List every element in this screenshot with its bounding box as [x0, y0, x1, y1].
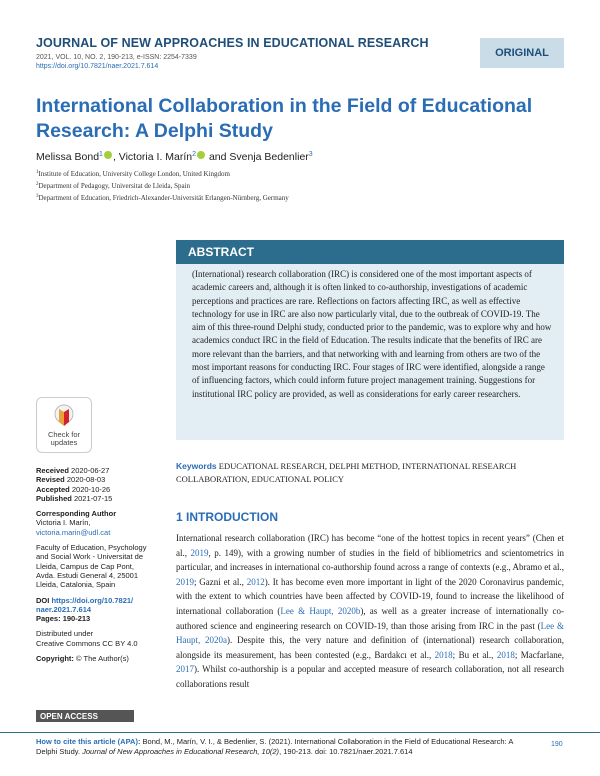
affiliation-2: $^2$Department of Pedagogy, Universitat de Lleida, Spain: [36, 182, 191, 190]
corresponding-author-name: Victoria I. Marín,: [36, 518, 91, 528]
introduction-heading: 1 INTRODUCTION: [176, 510, 278, 524]
affiliation-3: $^3$Department of Education, Friedrich-Alexander-Universität Erlangen-Nürnberg, Germany: [36, 194, 289, 202]
how-to-cite-label: How to cite this article (APA):: [36, 737, 141, 746]
orcid-icon[interactable]: [104, 151, 112, 159]
article-title: International Collaboration in the Field of Educational Research: A Delphi Study: [36, 95, 533, 142]
author-2: Victoria I. Marín: [118, 151, 193, 163]
keywords: [176, 460, 564, 486]
license-line-1: Distributed under: [36, 629, 94, 639]
corresponding-address: Faculty of Education, Psychology and Social Work - Universitat de Lleida, Campus de Cap Pont, Avda. Estudi General 4, 25001 Lleida, Catalonia, Spain: [36, 543, 147, 590]
corresponding-author-email[interactable]: victoria.marin@udl.cat: [36, 527, 111, 537]
keywords-list: EDUCATIONAL RESEARCH, DELPHI METHOD, INTERNATIONAL RESEARCH COLLABORATION, EDUCATIONAL POLICY: [176, 461, 517, 484]
footer-divider: [0, 732, 600, 733]
accepted-date: Accepted 2020-10-26: [36, 484, 111, 494]
affiliation-1: $^1$Institute of Education, University College London, United Kingdom: [36, 170, 230, 178]
sidebar-pages: Pages: 190-213: [36, 614, 91, 624]
article-sidebar: [36, 466, 154, 663]
citation-link[interactable]: 2018: [434, 649, 453, 660]
citation-link[interactable]: 2019: [176, 576, 194, 587]
author-separator: ,: [112, 151, 119, 163]
citation-link[interactable]: 2018: [496, 649, 515, 660]
author-2-affiliation: 2: [192, 151, 197, 158]
author-list: [36, 151, 313, 163]
abstract-heading: ABSTRACT: [176, 240, 564, 264]
page-number: 190: [551, 741, 563, 748]
corresponding-author-label: Corresponding Author: [36, 509, 117, 519]
check-for-updates-button[interactable]: [36, 397, 92, 453]
check-for-updates-line1: Check for: [47, 429, 81, 439]
citation-link[interactable]: Lee & Haupt, 2020b: [280, 605, 361, 616]
journal-meta: 2021, VOL. 10, NO. 2, 190-213, e-ISSN: 2254-7339: [36, 54, 197, 61]
revised-date: Revised 2020-08-03: [36, 475, 106, 485]
introduction-text: International research collaboration (IRC) has become “one of the hottest topics in recent years” (Chen et al., 2019, p. 149), with a growing number of studies in the field of bibliometrics and scientometrics in particular, and increases in international co-authorship found across a range of contexts (e.g., Abramo et al., 2019; Gazni et al., 2012). It has become even more important in light of the 2020 Coronavirus pandemic, with the extent to which countries have been affected by COVID-19, found to increase the likelihood of international collaboration (Lee & Haupt, 2020b), as well as a greater increase of internationally co-authored science and engineering research on COVID-19, than those arising from IRC in the past (Lee & Haupt, 2020a). Despite this, the very nature and definition of (international) research collaboration, alongside its measurement, has been contested (e.g., Bardakcı et al., 2018; Bu et al., 2018; Macfarlane, 2017). Whilst co-authorship is a popular and accepted measure of research collaboration, not all research collaborations result: [176, 533, 564, 689]
orcid-icon[interactable]: [197, 151, 205, 159]
article-type-badge: ORIGINAL: [480, 38, 564, 68]
how-to-cite: How to cite this article (APA): Bond, M., Marín, V. I., & Bedenlier, S. (2021). International Collaboration in the Field of Educational Research: A Delphi Study. Journal of New Approaches in Educational Research, 10(2), 190-213. doi: 10.7821/naer.2021.7.614: [36, 737, 513, 756]
sidebar-doi-link[interactable]: https://doi.org/10.7821/ naer.2021.7.614: [36, 595, 134, 614]
abstract-text: (International) research collaboration (IRC) is considered one of the most important aspects of academic careers and, although it is often linked to co-authorship, investigations of academic perceptions and practices are rare. Reflections on factors affecting IRC, as well as effective technology for use in IRC are also now particularly vital, due to the outbreak of COVID-19. The aim of this three-round Delphi study, conducted prior to the pandemic, was to explore why and how academics conduct IRC in the field of Education. The results indicate that the benefits of IRC are more relevant than the barriers, and that networking with and learning from others are two of the most important reasons for conducting IRC. Four stages of IRC were identified, alongside a range of influencing factors, which could inform future project management training. Suggestions for institutional IRC policy are provided, as well as considerations for early career researchers.: [192, 269, 552, 399]
keywords-label: Keywords: [176, 461, 217, 471]
bookmark-ribbon-icon: [53, 404, 75, 428]
author-1: Melissa Bond: [36, 151, 100, 163]
author-1-affiliation: 1: [99, 151, 103, 158]
citation-link[interactable]: 2017: [176, 664, 194, 675]
author-3-affiliation: 3: [308, 151, 313, 158]
published-date: Published 2021-07-15: [36, 493, 113, 503]
check-for-updates-line2: updates: [50, 437, 78, 447]
received-date: Received 2020-06-27: [36, 466, 110, 475]
citation-link[interactable]: 2012: [246, 576, 265, 587]
license-line-2: Creative Commons CC BY 4.0: [36, 638, 138, 648]
journal-name: JOURNAL OF NEW APPROACHES IN EDUCATIONAL RESEARCH: [36, 36, 429, 50]
open-access-badge: OPEN ACCESS: [36, 710, 134, 722]
author-conjunction: and: [206, 151, 230, 163]
author-3: Svenja Bedenlier: [229, 151, 309, 163]
copyright: Copyright: © The Author(s): [36, 654, 129, 664]
citation-link[interactable]: 2019: [190, 547, 209, 558]
citation-link[interactable]: Lee & Haupt, 2020a: [176, 620, 564, 646]
header-doi-link[interactable]: https://doi.org/10.7821/naer.2021.7.614: [36, 63, 159, 70]
sidebar-doi: DOI https://doi.org/10.7821/ naer.2021.7.614: [36, 595, 134, 614]
